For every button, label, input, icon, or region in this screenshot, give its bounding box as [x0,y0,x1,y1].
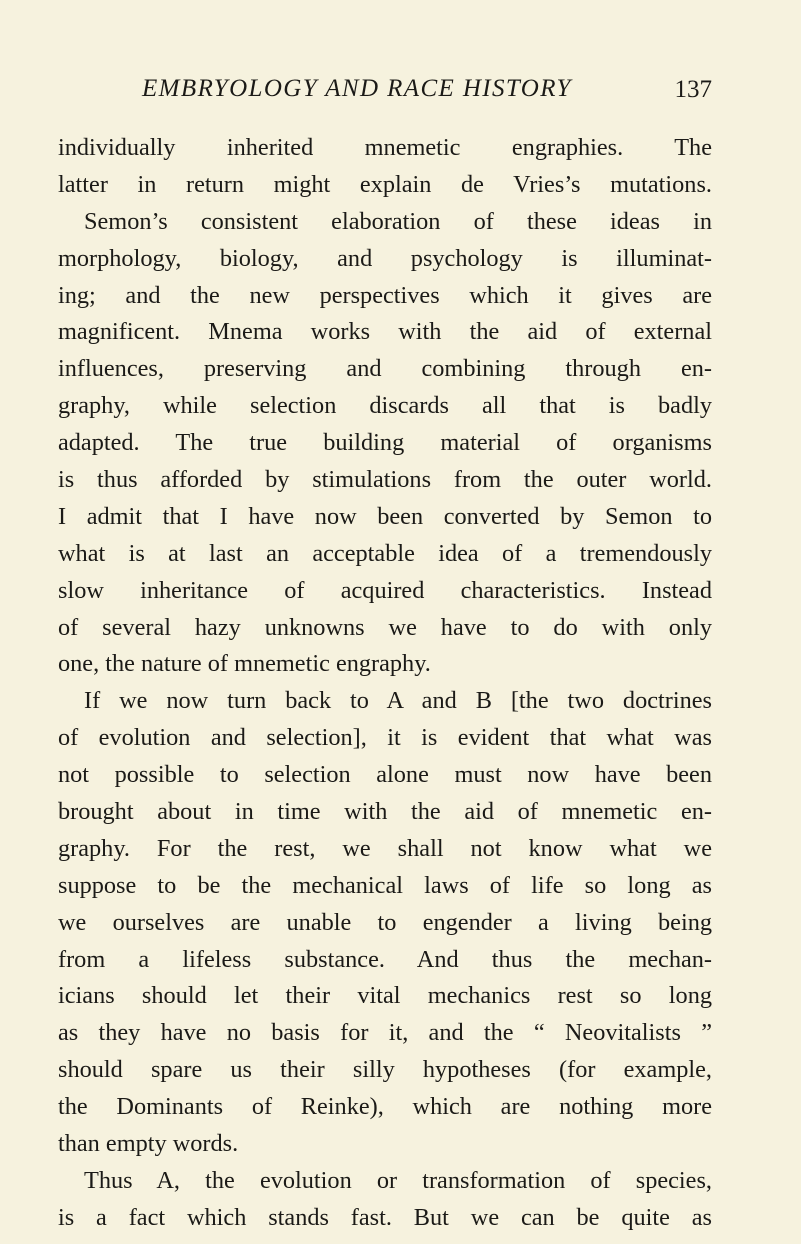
text-line: is thus afforded by stimulations from the outer world. [58,466,712,494]
body-text [58,130,712,1237]
text-line: latter in return might explain de Vries’s mutations. [58,170,712,198]
paragraph-start-line: Thus A, the evolution or transformation of species, [84,1166,712,1194]
text-line: of several hazy unknowns we have to do with only [58,613,712,641]
paragraph-start-line: If we now turn back to A and B [the two doctrines [84,687,712,715]
text-line: the Dominants of Reinke), which are nothing more [58,1093,712,1121]
text-line: slow inheritance of acquired characteristics. Instead [58,576,712,604]
text-line: icians should let their vital mechanics rest so long [58,982,712,1010]
text-line: morphology, biology, and psychology is illuminat- [58,244,712,272]
text-line: influences, preserving and combining through en- [58,355,712,383]
text-line: is a fact which stands fast. But we can be quite as [58,1203,712,1231]
text-line: we ourselves are unable to engender a living being [58,908,712,936]
text-line: as they have no basis for it, and the “ Neovitalists ” [58,1019,712,1047]
text-line: ing; and the new perspectives which it gives are [58,281,712,309]
text-line: individually inherited mnemetic engraphies. The [58,134,712,161]
running-head: EMBRYOLOGY AND RACE HISTORY [142,75,572,102]
page-number: 137 [674,76,712,103]
text-line: from a lifeless substance. And thus the mechan- [58,945,712,973]
text-line: what is at last an acceptable idea of a tremendously [58,539,712,567]
text-line: adapted. The true building material of organisms [58,429,712,457]
text-line: graphy, while selection discards all that is badly [58,392,712,420]
text-line: of evolution and selection], it is evident that what was [58,724,712,752]
text-line: brought about in time with the aid of mnemetic en- [58,798,712,826]
page-header [142,74,712,114]
paragraph-start-line: Semon’s consistent elaboration of these ideas in [84,207,712,235]
text-line: graphy. For the rest, we shall not know what we [58,834,712,862]
text-line: should spare us their silly hypotheses (for example, [58,1056,712,1084]
paragraph-end-line: one, the nature of mnemetic engraphy. [58,650,431,678]
text-line: suppose to be the mechanical laws of life so long as [58,871,712,899]
text-line: magnificent. Mnema works with the aid of external [58,318,712,346]
text-line: I admit that I have now been converted by Semon to [58,502,712,530]
paragraph-end-line: than empty words. [58,1130,239,1158]
text-line: not possible to selection alone must now have been [58,761,712,789]
